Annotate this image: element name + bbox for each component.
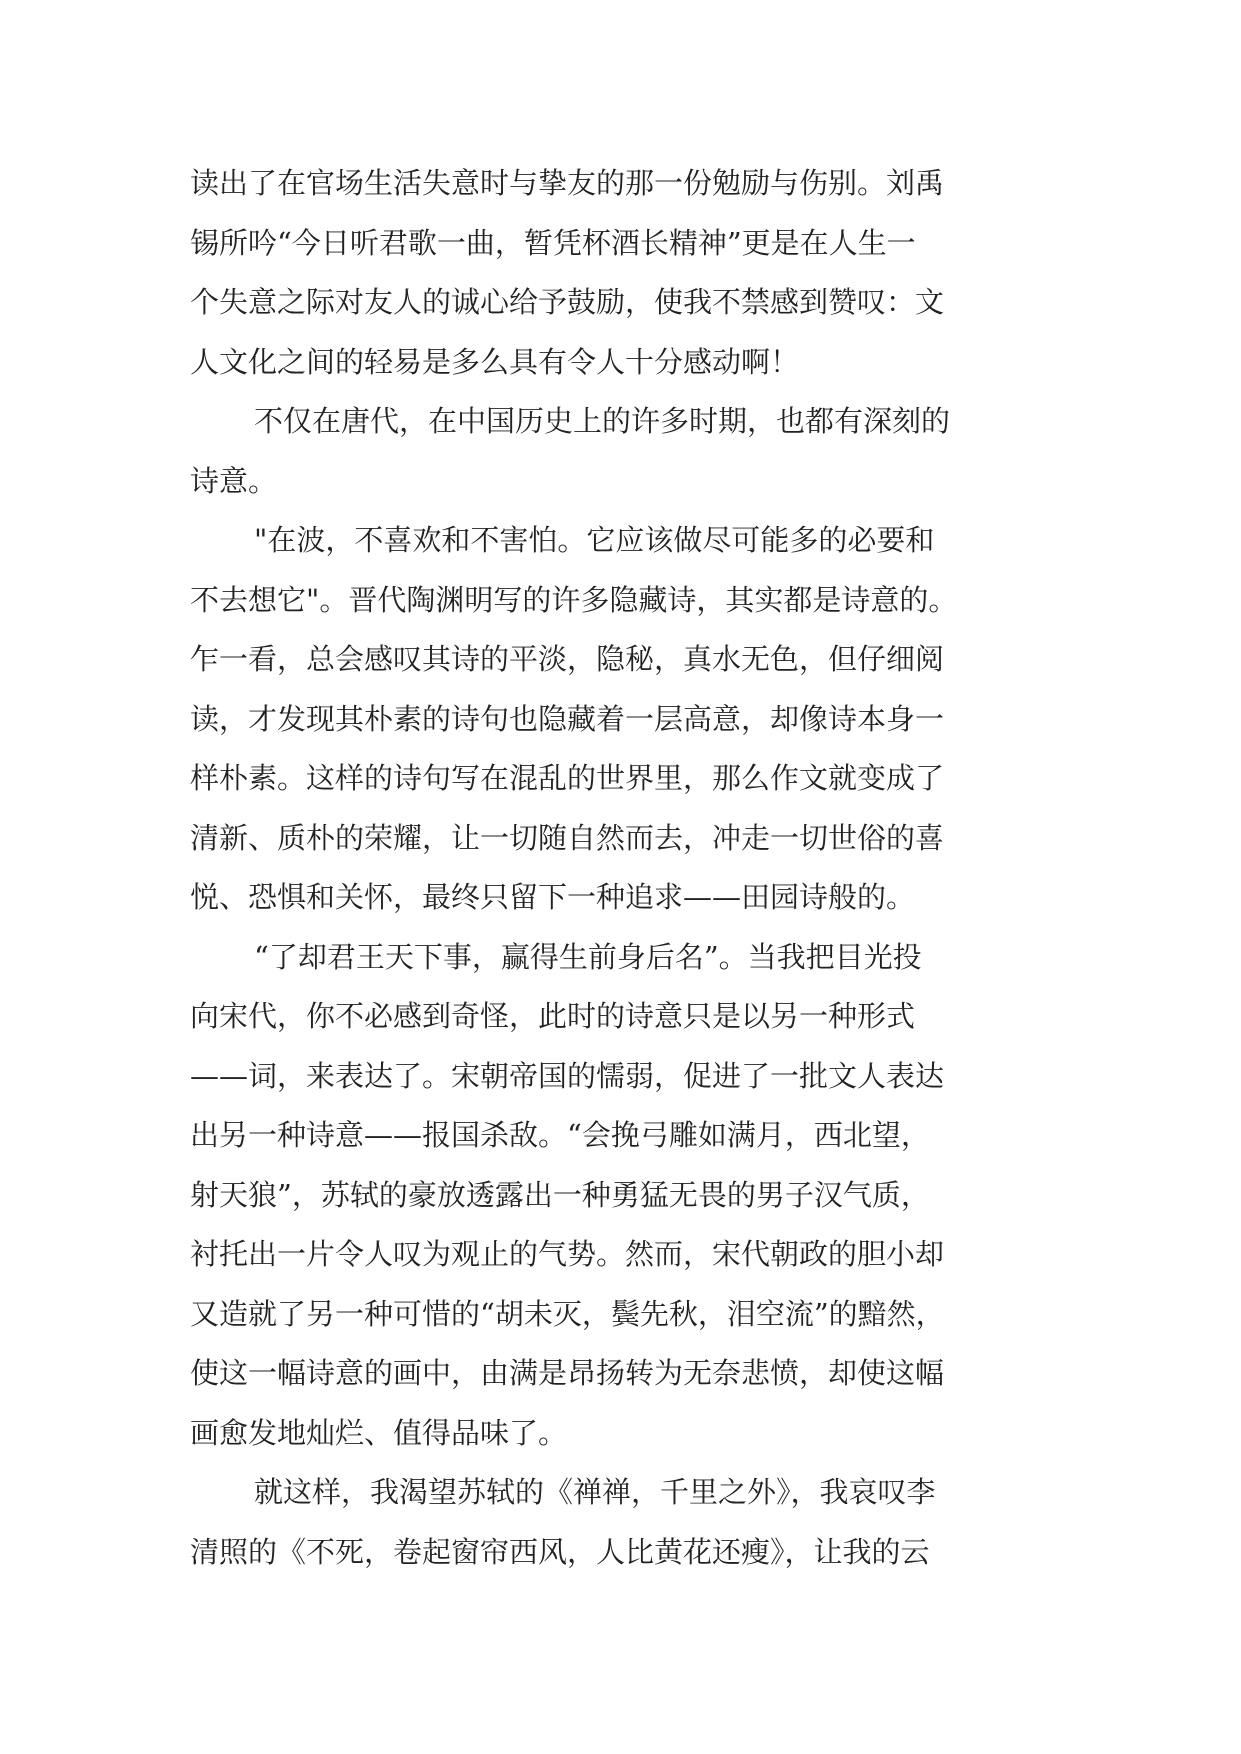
text-line: 锡所吟“今日听君歌一曲，暂凭杯酒长精神”更是在人生一 [190, 225, 916, 260]
text-line: 个失意之际对友人的诚心给予鼓励，使我不禁感到赞叹：文 [190, 285, 945, 319]
text-line: 乍一看，总会感叹其诗的平淡，隐秘，真水无色，但仔细阅 [190, 642, 945, 676]
paragraph-first-line: 不仅在唐代，在中国历史上的许多时期，也都有深刻的 [254, 404, 951, 438]
text-line: 射天狼”，苏轼的豪放透露出一种勇猛无畏的男子汉气质， [190, 1177, 930, 1212]
text-line: 样朴素。这样的诗句写在混乱的世界里，那么作文就变成了 [190, 761, 945, 795]
text-line: 清新、质朴的荣耀，让一切随自然而去，冲走一切世俗的喜 [190, 820, 945, 855]
text-line: 不去想它"。晋代陶渊明写的许多隐藏诗，其实都是诗意的。 [190, 582, 958, 617]
text-line: 向宋代，你不必感到奇怪，此时的诗意只是以另一种形式 [190, 999, 916, 1033]
paragraph-first-line: “了却君王天下事，赢得生前身后名”。当我把目光投 [254, 939, 922, 974]
text-line: 清照的《不死，卷起窗帘西风，人比黄花还瘦》，让我的云 [190, 1534, 930, 1569]
text-line: ——词，来表达了。宋朝帝国的懦弱，促进了一批文人表达 [190, 1058, 945, 1093]
text-line: 读，才发现其朴素的诗句也隐藏着一层高意，却像诗本身一 [190, 701, 945, 736]
text-line: 出另一种诗意——报国杀敌。“会挽弓雕如满月，西北望， [190, 1118, 930, 1152]
paragraph-first-line: "在波，不喜欢和不害怕。它应该做尽可能多的必要和 [254, 523, 935, 557]
text-line: 又造就了另一种可惜的“胡未灭，鬓先秋，泪空流”的黯然， [190, 1296, 945, 1331]
text-line: 诗意。 [190, 463, 278, 498]
text-line: 衬托出一片令人叹为观止的气势。然而，宋代朝政的胆小却 [190, 1237, 945, 1271]
text-line: 画愈发地灿烂、值得品味了。 [190, 1415, 568, 1450]
essay-body [190, 154, 1070, 1582]
text-line: 使这一幅诗意的画中，由满是昂扬转为无奈悲愤，却使这幅 [190, 1356, 945, 1390]
text-line: 人文化之间的轻易是多么具有令人十分感动啊！ [190, 344, 800, 379]
paragraph-first-line: 就这样，我渴望苏轼的《禅禅，千里之外》，我哀叹李 [254, 1475, 936, 1509]
text-line: 读出了在官场生活失意时与挚友的那一份勉励与伤别。刘禹 [190, 166, 945, 200]
text-line: 悦、恐惧和关怀，最终只留下一种追求——田园诗般的。 [190, 880, 916, 914]
